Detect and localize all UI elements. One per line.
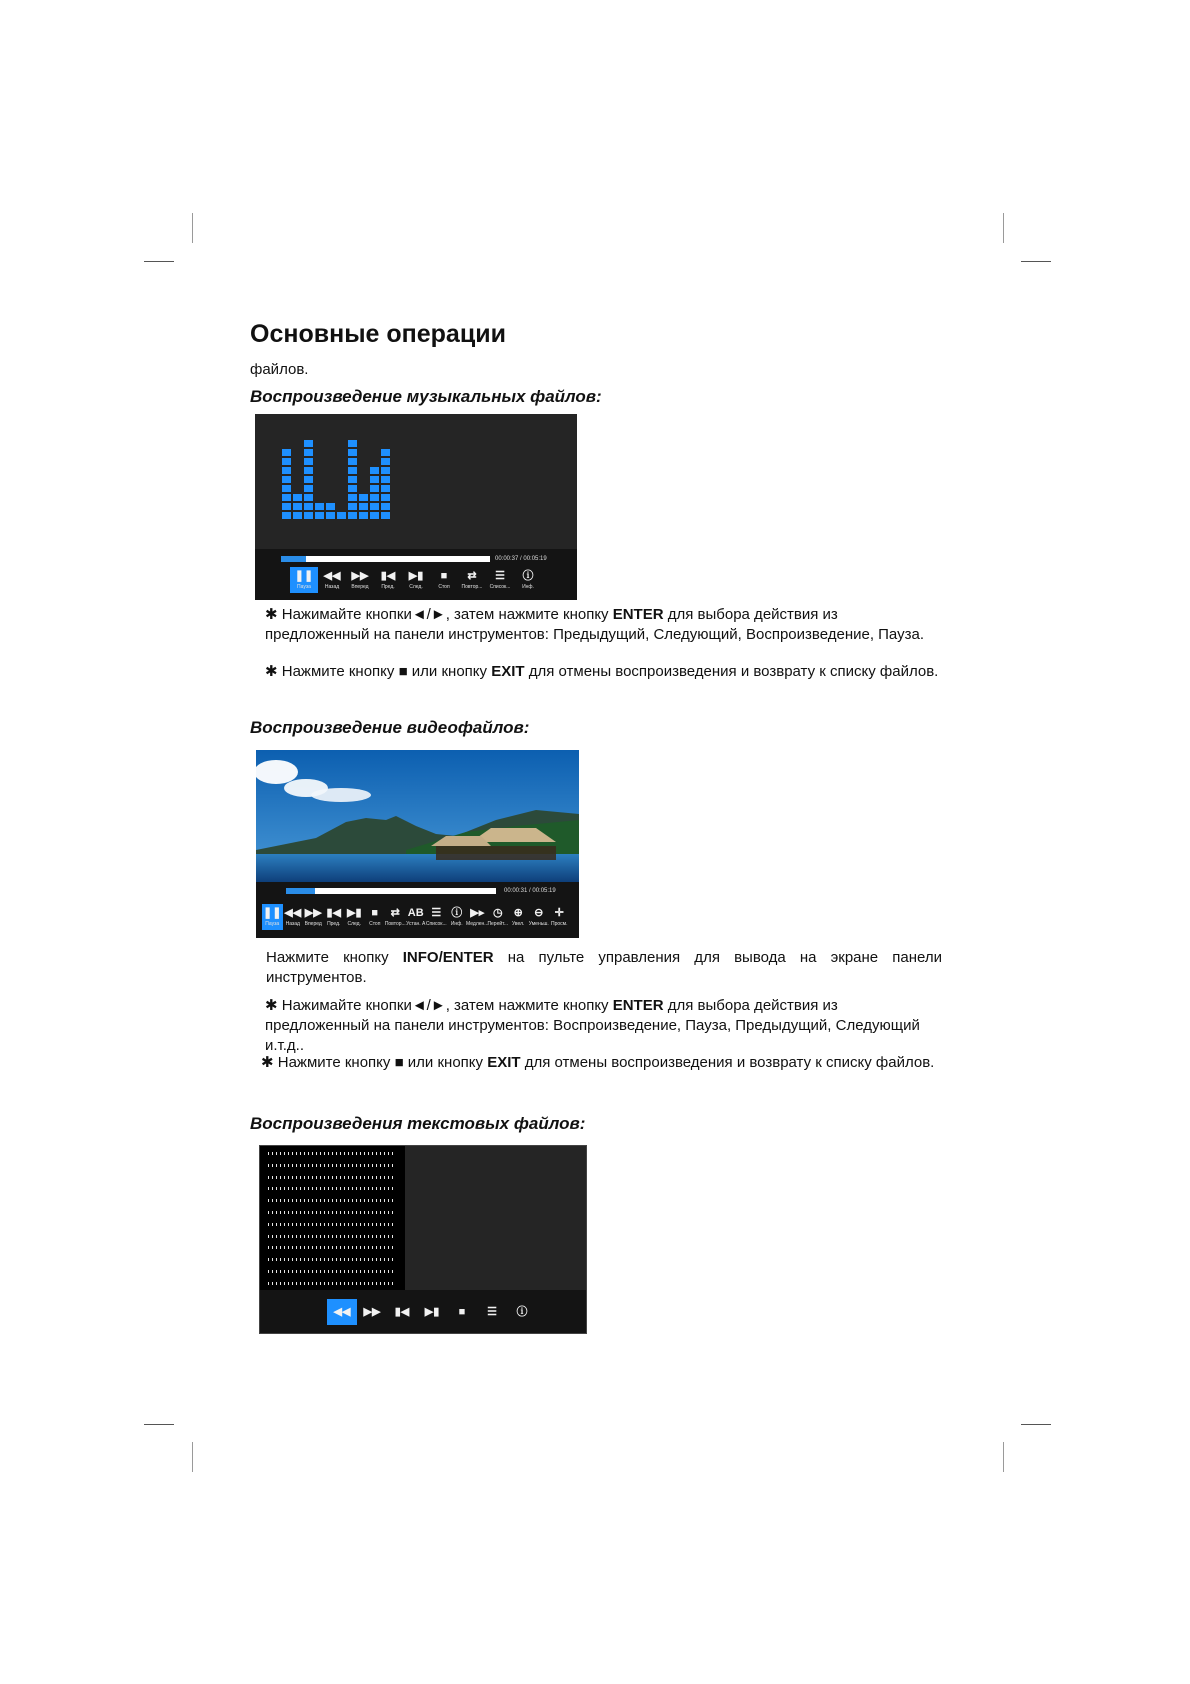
equalizer-block — [348, 458, 357, 465]
button-label: Перейт... — [487, 920, 509, 927]
equalizer-block — [282, 503, 291, 510]
crop-mark — [1021, 261, 1051, 262]
button-label: Инф. — [450, 920, 463, 927]
previous-button[interactable] — [387, 1299, 417, 1325]
time-display: 00:00:37 / 00:05:19 — [495, 556, 547, 562]
text-line — [268, 1211, 393, 1214]
text-viewer-screenshot — [259, 1145, 587, 1334]
button-label: Медлен... — [466, 920, 489, 927]
text-line — [268, 1152, 393, 1155]
equalizer-column — [359, 494, 368, 519]
rewind-button[interactable] — [283, 904, 304, 930]
equalizer-column — [282, 449, 291, 519]
pan-icon: ✛ — [554, 906, 564, 919]
music-player-screenshot — [255, 414, 577, 600]
button-label: След. — [347, 920, 361, 927]
fast-forward-button[interactable] — [357, 1299, 387, 1325]
button-label: Стоп — [369, 920, 381, 927]
pause-icon: ❚❚ — [294, 569, 314, 582]
info-button[interactable] — [514, 567, 542, 593]
control-bar — [260, 1290, 586, 1333]
info-icon: ⓘ — [451, 906, 463, 919]
ab-repeat-icon: AB — [407, 906, 424, 919]
equalizer-block — [304, 512, 313, 519]
previous-icon: ▮◀ — [326, 906, 341, 919]
text-heading: Воспроизведения текстовых файлов: — [250, 1114, 586, 1133]
playlist-icon: ☰ — [431, 906, 442, 919]
button-label: Пред. — [327, 920, 341, 927]
music-note-1: ✱ Нажимайте кнопки◄/►, затем нажмите кнопку ENTER для выбора действия из предложенный на панели инструментов: Предыдущий, Следующий, Воспроизведение, Пауза. — [265, 606, 924, 643]
equalizer-block — [370, 467, 379, 474]
equalizer-block — [282, 476, 291, 483]
button-label: Повтор... — [461, 583, 483, 590]
equalizer-block — [282, 512, 291, 519]
text-line — [268, 1199, 393, 1202]
next-icon: ▶▮ — [346, 906, 362, 919]
pan-button[interactable] — [549, 904, 570, 930]
control-bar — [255, 549, 577, 600]
goto-time-button[interactable] — [488, 904, 509, 930]
previous-button[interactable] — [324, 904, 345, 930]
rewind-icon: ◀◀ — [323, 569, 341, 582]
button-label: Список... — [425, 920, 447, 927]
crop-mark — [1021, 1424, 1051, 1425]
info-icon: ⓘ — [522, 569, 534, 582]
equalizer-block — [348, 440, 357, 447]
toolbar — [290, 567, 542, 593]
equalizer-block — [282, 449, 291, 456]
video-intro: Нажмите кнопку INFO/ENTER на пульте управления для вывода на экране панели инструментов. — [266, 949, 943, 986]
next-button[interactable] — [417, 1299, 447, 1325]
button-label: Повтор... — [384, 920, 406, 927]
fast-forward-icon: ▶▶ — [304, 906, 322, 919]
rewind-icon: ◀◀ — [284, 906, 302, 919]
equalizer-block — [348, 503, 357, 510]
text-line — [268, 1270, 393, 1273]
text-page-area — [260, 1146, 405, 1291]
equalizer-block — [370, 485, 379, 492]
zoom-in-button[interactable] — [508, 904, 529, 930]
video-heading: Воспроизведение видеофайлов: — [250, 718, 530, 737]
music-note-2: ✱ Нажмите кнопку ■ или кнопку EXIT для отмены воспроизведения и возврату к списку файлов. — [265, 663, 939, 680]
equalizer-block — [359, 494, 368, 501]
equalizer-block — [370, 503, 379, 510]
equalizer-block — [348, 449, 357, 456]
intro-fragment: файлов. — [250, 361, 309, 378]
equalizer-block — [359, 503, 368, 510]
next-button[interactable] — [344, 904, 365, 930]
next-icon: ▶▮ — [424, 1306, 440, 1318]
equalizer-block — [381, 512, 390, 519]
video-note-2: ✱ Нажмите кнопку ■ или кнопку EXIT для отмены воспроизведения и возврату к списку файлов. — [261, 1054, 935, 1071]
equalizer-column — [381, 449, 390, 519]
equalizer-block — [348, 476, 357, 483]
equalizer-block — [304, 485, 313, 492]
stop-icon: ■ — [458, 1306, 466, 1318]
video-frame-image — [256, 750, 579, 882]
equalizer-block — [293, 512, 302, 519]
equalizer-block — [282, 494, 291, 501]
equalizer-column — [370, 467, 379, 519]
video-player-screenshot — [256, 750, 579, 938]
slow-motion-icon: ▶▸ — [470, 906, 485, 919]
button-label: Пауза — [297, 583, 311, 590]
zoom-out-icon: ⊖ — [534, 906, 544, 919]
button-label: Назад — [285, 920, 300, 927]
equalizer-block — [348, 512, 357, 519]
info-button[interactable] — [507, 1299, 537, 1325]
equalizer-block — [348, 467, 357, 474]
info-icon: ⓘ — [516, 1306, 528, 1318]
equalizer-block — [304, 440, 313, 447]
equalizer-block — [348, 485, 357, 492]
text-line — [268, 1176, 393, 1179]
repeat-icon: ⇄ — [390, 906, 400, 919]
equalizer-block — [293, 494, 302, 501]
button-label: Список... — [489, 583, 511, 590]
playlist-icon: ☰ — [495, 569, 505, 582]
rewind-button[interactable] — [327, 1299, 357, 1325]
equalizer-block — [315, 503, 324, 510]
equalizer-block — [282, 467, 291, 474]
stop-button[interactable] — [447, 1299, 477, 1325]
playlist-button[interactable] — [477, 1299, 507, 1325]
playlist-icon: ☰ — [487, 1306, 497, 1318]
text-line — [268, 1164, 393, 1167]
stop-icon: ■ — [440, 569, 448, 582]
equalizer-block — [381, 485, 390, 492]
equalizer-block — [381, 458, 390, 465]
toolbar — [327, 1299, 537, 1325]
equalizer-column — [304, 440, 313, 519]
crop-mark — [1003, 1442, 1004, 1472]
equalizer-block — [370, 494, 379, 501]
equalizer-block — [304, 467, 313, 474]
equalizer-block — [304, 494, 313, 501]
text-line — [268, 1235, 393, 1238]
progress-fill — [281, 556, 306, 562]
repeat-button[interactable] — [385, 904, 406, 930]
progress-bar[interactable] — [286, 888, 496, 894]
text-line — [268, 1246, 393, 1249]
stop-button[interactable] — [365, 904, 386, 930]
slow-motion-button[interactable] — [467, 904, 488, 930]
pause-icon: ❚❚ — [263, 906, 282, 919]
equalizer-block — [304, 476, 313, 483]
crop-mark — [192, 213, 193, 243]
repeat-icon: ⇄ — [467, 569, 477, 582]
equalizer-column — [326, 503, 335, 519]
time-total: 00:05:19 — [523, 556, 547, 562]
playlist-button[interactable] — [486, 567, 514, 593]
button-label: Вперед — [304, 920, 322, 927]
pause-button[interactable] — [262, 904, 283, 930]
button-label: Стоп — [438, 583, 450, 590]
crop-mark — [1003, 213, 1004, 243]
button-label: Вперед — [351, 583, 369, 590]
text-line — [268, 1258, 393, 1261]
stop-icon: ■ — [371, 906, 379, 919]
fast-forward-button[interactable] — [346, 567, 374, 593]
time-display: 00:00:31 / 00:05:19 — [504, 888, 556, 894]
rewind-button[interactable] — [318, 567, 346, 593]
equalizer-block — [370, 512, 379, 519]
previous-button[interactable] — [374, 567, 402, 593]
fast-forward-icon: ▶▶ — [363, 1306, 381, 1318]
equalizer-column — [315, 503, 324, 519]
equalizer-column — [293, 494, 302, 519]
playlist-button[interactable] — [426, 904, 447, 930]
goto-time-icon: ◷ — [492, 906, 503, 919]
equalizer-block — [381, 476, 390, 483]
equalizer-block — [359, 512, 368, 519]
progress-fill — [286, 888, 315, 894]
text-line — [268, 1223, 393, 1226]
equalizer-block — [282, 458, 291, 465]
equalizer-block — [304, 458, 313, 465]
time-current: 00:00:37 — [495, 556, 519, 562]
time-total: 00:05:19 — [532, 888, 556, 894]
progress-bar[interactable] — [281, 556, 490, 562]
zoom-in-icon: ⊕ — [513, 906, 523, 919]
equalizer-block — [293, 503, 302, 510]
music-heading: Воспроизведение музыкальных файлов: — [250, 387, 602, 406]
button-label: Устан. А — [406, 920, 426, 927]
button-label: Уменьш. — [528, 920, 549, 927]
equalizer-block — [370, 476, 379, 483]
button-label: След. — [409, 583, 423, 590]
button-label: Просм. — [551, 920, 568, 927]
stop-button[interactable] — [430, 567, 458, 593]
next-icon: ▶▮ — [408, 569, 424, 582]
page-title: Основные операции — [250, 320, 506, 348]
time-current: 00:00:31 — [504, 888, 528, 894]
ab-repeat-button[interactable] — [406, 904, 427, 930]
crop-mark — [144, 1424, 174, 1425]
equalizer-block — [326, 503, 335, 510]
control-bar — [256, 882, 579, 938]
button-label: Пауза — [265, 920, 280, 927]
zoom-out-button[interactable] — [529, 904, 550, 930]
equalizer-column — [348, 440, 357, 519]
previous-icon: ▮◀ — [380, 569, 396, 582]
equalizer-block — [315, 512, 324, 519]
rewind-icon: ◀◀ — [333, 1306, 351, 1318]
info-button[interactable] — [447, 904, 468, 930]
equalizer-column — [337, 512, 346, 519]
video-note-1: ✱ Нажимайте кнопки◄/►, затем нажмите кнопку ENTER для выбора действия из предложенный на панели инструментов: Воспроизведение, Пауза, Предыдущий, Следующий и.т.д.. — [265, 997, 920, 1054]
repeat-button[interactable] — [458, 567, 486, 593]
button-label: Инф. — [522, 583, 534, 590]
button-label: Увел. — [512, 920, 525, 927]
equalizer-block — [381, 503, 390, 510]
equalizer-block — [381, 467, 390, 474]
equalizer-block — [326, 512, 335, 519]
equalizer-block — [381, 449, 390, 456]
fast-forward-button[interactable] — [303, 904, 324, 930]
text-line — [268, 1187, 393, 1190]
fast-forward-icon: ▶▶ — [351, 569, 369, 582]
previous-icon: ▮◀ — [394, 1306, 410, 1318]
equalizer-block — [381, 494, 390, 501]
equalizer-block — [337, 512, 346, 519]
next-button[interactable] — [402, 567, 430, 593]
toolbar — [262, 904, 570, 930]
button-label: Назад — [324, 583, 340, 590]
equalizer — [255, 440, 375, 519]
equalizer-block — [304, 503, 313, 510]
crop-mark — [144, 261, 174, 262]
pause-button[interactable] — [290, 567, 318, 593]
equalizer-block — [304, 449, 313, 456]
text-line — [268, 1282, 393, 1285]
button-label: Пред. — [381, 583, 395, 590]
equalizer-block — [282, 485, 291, 492]
equalizer-block — [348, 494, 357, 501]
crop-mark — [192, 1442, 193, 1472]
